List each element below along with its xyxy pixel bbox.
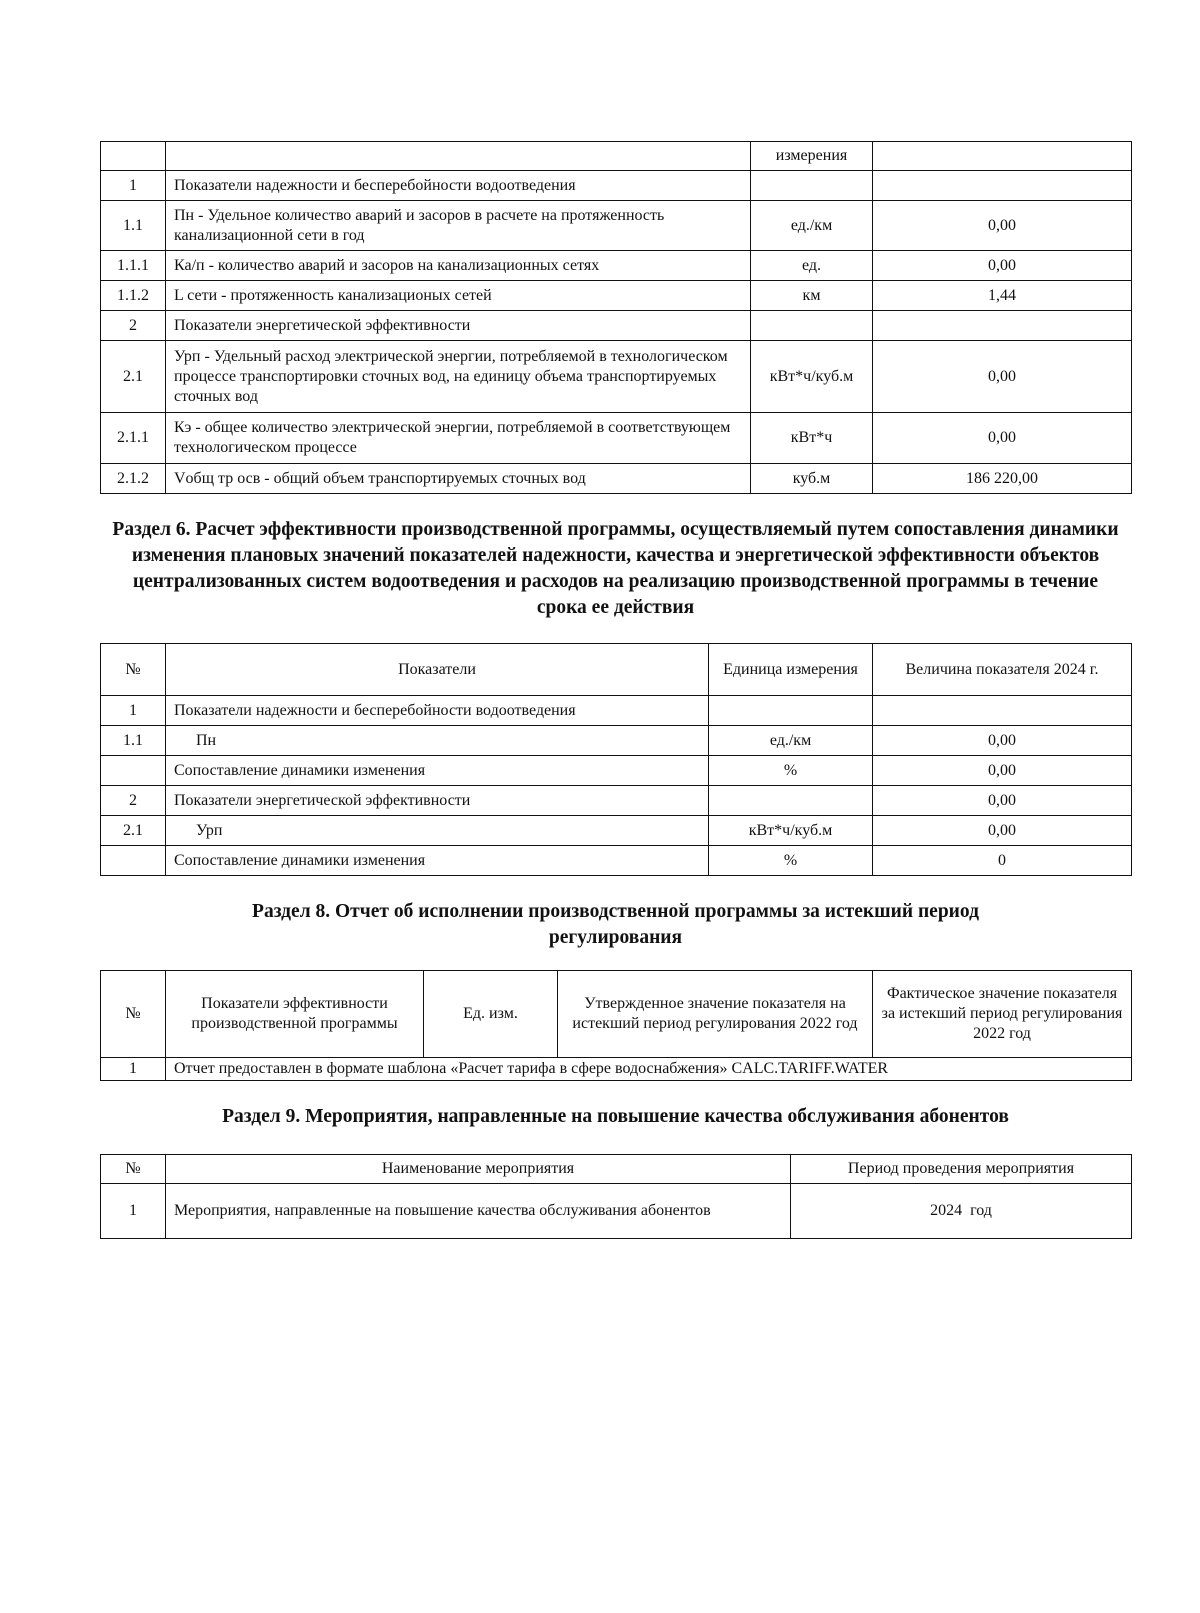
indicators-table xyxy=(100,141,1132,494)
row-value: 0,00 xyxy=(873,341,1132,413)
row-no: 2.1 xyxy=(101,341,166,413)
row-value: 0,00 xyxy=(873,786,1132,816)
header-unit: Ед. изм. xyxy=(424,971,558,1058)
row-name: Сопоставление динамики изменения xyxy=(166,846,709,876)
table-row xyxy=(101,756,1132,786)
row-no: 1.1.2 xyxy=(101,281,166,311)
table-row xyxy=(101,1184,1132,1239)
row-name: Пн - Удельное количество аварий и засоров в расчете на протяженность канализационной сети в год xyxy=(166,201,751,251)
row-no: 2.1.2 xyxy=(101,464,166,494)
row-name: Vобщ тр осв - общий объем транспортируемых сточных вод xyxy=(166,464,751,494)
section-8-table xyxy=(100,970,1132,1081)
table-row xyxy=(101,846,1132,876)
header-actual: Фактическое значение показателя за истекший период регулирования 2022 год xyxy=(873,971,1132,1058)
table-row xyxy=(101,201,1132,251)
table-row xyxy=(101,341,1132,413)
row-unit: куб.м xyxy=(751,464,873,494)
table-row xyxy=(101,696,1132,726)
row-value: 0,00 xyxy=(873,756,1132,786)
table-row xyxy=(101,1058,1132,1081)
row-name: Сопоставление динамики изменения xyxy=(166,756,709,786)
row-unit: ед./км xyxy=(709,726,873,756)
table-row xyxy=(101,413,1132,464)
row-unit: ед. xyxy=(751,251,873,281)
row-name: Урп - Удельный расход электрической энергии, потребляемой в технологическом процессе транспортировки сточных вод, на единицу объема транспортируемых сточных вод xyxy=(166,341,751,413)
row-no: 2 xyxy=(101,311,166,341)
section-6-table xyxy=(100,643,1132,876)
row-value: 0,00 xyxy=(873,413,1132,464)
row-no: 2.1 xyxy=(101,816,166,846)
row-name: Показатели надежности и бесперебойности водоотведения xyxy=(166,171,751,201)
row-unit xyxy=(751,311,873,341)
header-no: № xyxy=(101,1155,166,1184)
row-no: 1.1 xyxy=(101,726,166,756)
section-9-table xyxy=(100,1154,1132,1239)
row-unit: км xyxy=(751,281,873,311)
header-name: Наименование мероприятия xyxy=(166,1155,791,1184)
header-no: № xyxy=(101,971,166,1058)
header-indicators: Показатели эффективности производственной программы xyxy=(166,971,424,1058)
row-text: Отчет предоставлен в формате шаблона «Расчет тарифа в сфере водоснабжения» CALC.TARIFF.WATER xyxy=(166,1058,1132,1081)
row-unit: % xyxy=(709,756,873,786)
row-name: Пн xyxy=(166,726,709,756)
row-name: L сети - протяженность канализационых сетей xyxy=(166,281,751,311)
row-unit xyxy=(709,696,873,726)
row-name: Урп xyxy=(166,816,709,846)
row-unit xyxy=(751,171,873,201)
row-unit: кВт*ч/куб.м xyxy=(709,816,873,846)
table-row xyxy=(101,464,1132,494)
row-value: 0,00 xyxy=(873,251,1132,281)
row-value: 0,00 xyxy=(873,201,1132,251)
section-8-heading: Раздел 8. Отчет об исполнении производственной программы за истекший период регулирования xyxy=(252,901,979,948)
table-row xyxy=(101,251,1132,281)
row-unit: ед./км xyxy=(751,201,873,251)
section-9-heading: Раздел 9. Мероприятия, направленные на повышение качества обслуживания абонентов xyxy=(222,1106,1009,1127)
row-no: 1 xyxy=(101,171,166,201)
table-header-row xyxy=(101,142,1132,171)
table-header-row xyxy=(101,1155,1132,1184)
header-period: Период проведения мероприятия xyxy=(791,1155,1132,1184)
row-name: Ка/п - количество аварий и засоров на канализационных сетях xyxy=(166,251,751,281)
table-header-row xyxy=(101,971,1132,1058)
header-unit: Единица измерения xyxy=(709,644,873,696)
row-no: 1.1 xyxy=(101,201,166,251)
row-unit: % xyxy=(709,846,873,876)
header-no: № xyxy=(101,644,166,696)
table-row xyxy=(101,816,1132,846)
row-unit: кВт*ч xyxy=(751,413,873,464)
row-no: 2 xyxy=(101,786,166,816)
row-value: 0 xyxy=(873,846,1132,876)
row-name: Мероприятия, направленные на повышение качества обслуживания абонентов xyxy=(166,1184,791,1239)
header-indicators: Показатели xyxy=(166,644,709,696)
row-no: 1 xyxy=(101,1058,166,1081)
row-period: 2024 год xyxy=(791,1184,1132,1239)
header-approved: Утвержденное значение показателя на истекший период регулирования 2022 год xyxy=(558,971,873,1058)
table-header-row xyxy=(101,644,1132,696)
table-row xyxy=(101,726,1132,756)
section-6-heading: Раздел 6. Расчет эффективности производственной программы, осуществляемый путем сопоставления динамики изменения плановых значений показателей надежности, качества и энергетической эффективности объектов централизованных систем водоотведения и расходов на реализацию производственной программы в течение срока ее действия xyxy=(112,519,1119,618)
table-row xyxy=(101,786,1132,816)
row-value: 186 220,00 xyxy=(873,464,1132,494)
table-row xyxy=(101,281,1132,311)
row-unit xyxy=(709,786,873,816)
table-row xyxy=(101,171,1132,201)
row-value xyxy=(873,171,1132,201)
row-no xyxy=(101,846,166,876)
row-value: 1,44 xyxy=(873,281,1132,311)
table-row xyxy=(101,311,1132,341)
row-value: 0,00 xyxy=(873,726,1132,756)
row-no: 1.1.1 xyxy=(101,251,166,281)
row-no: 1 xyxy=(101,696,166,726)
row-value: 0,00 xyxy=(873,816,1132,846)
row-no xyxy=(101,756,166,786)
row-unit: кВт*ч/куб.м xyxy=(751,341,873,413)
row-name: Показатели энергетической эффективности xyxy=(166,311,751,341)
header-value: Величина показателя 2024 г. xyxy=(873,644,1132,696)
row-no: 1 xyxy=(101,1184,166,1239)
row-name: Кэ - общее количество электрической энергии, потребляемой в соответствующем технологическом процессе xyxy=(166,413,751,464)
row-name: Показатели энергетической эффективности xyxy=(166,786,709,816)
row-value xyxy=(873,311,1132,341)
row-value xyxy=(873,696,1132,726)
row-no: 2.1.1 xyxy=(101,413,166,464)
unit-header: измерения xyxy=(751,142,873,171)
row-name: Показатели надежности и бесперебойности водоотведения xyxy=(166,696,709,726)
